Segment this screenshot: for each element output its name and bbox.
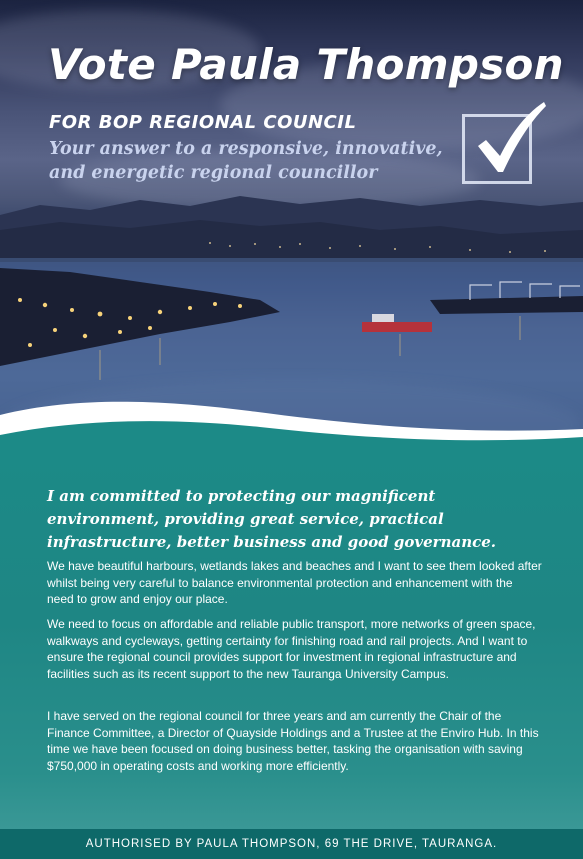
- paragraph-infrastructure: We need to focus on affordable and reliable public transport, more networks of green space, walkways and cycleways, getting certainty for finishing road and rail projects. And I want to ensure the regional council provides support for investment in regional infrastructure and facilities such as its recent support to the new Tauranga University Campus.: [47, 617, 536, 682]
- authorisation-statement: AUTHORISED BY PAULA THOMPSON, 69 THE DRIVE, TAURANGA.: [85, 838, 498, 850]
- paragraph-experience: I have served on the regional council for three years and am currently the Chair of the Finance Committee, a Director of Quayside Holdings and a Trustee at the Enviro Hub. In this time we have been focused on doing business better, tasking the organisation with saving $750,000 in operating costs and working more efficiently.: [47, 709, 539, 774]
- paragraph-environment: We have beautiful harbours, wetlands lakes and beaches and I want to see them looked after whilst being very careful to balance environmental protection and enhancement with the need to grow and enjoy our place.: [47, 559, 542, 607]
- lead-statement: I am committed to protecting our magnificent environment, providing great service, practical infrastructure, better business and good governance.: [47, 487, 497, 551]
- ship-hull: [362, 322, 432, 332]
- checkbox-tick-icon: [470, 98, 548, 178]
- page-title: Vote Paula Thompson: [48, 40, 564, 89]
- ship-bridge: [372, 314, 394, 322]
- footer-bar: [0, 829, 583, 859]
- subtitle: FOR BOP REGIONAL COUNCIL: [49, 112, 357, 133]
- tagline: Your answer to a responsive, innovative, and energetic regional councillor: [49, 139, 443, 183]
